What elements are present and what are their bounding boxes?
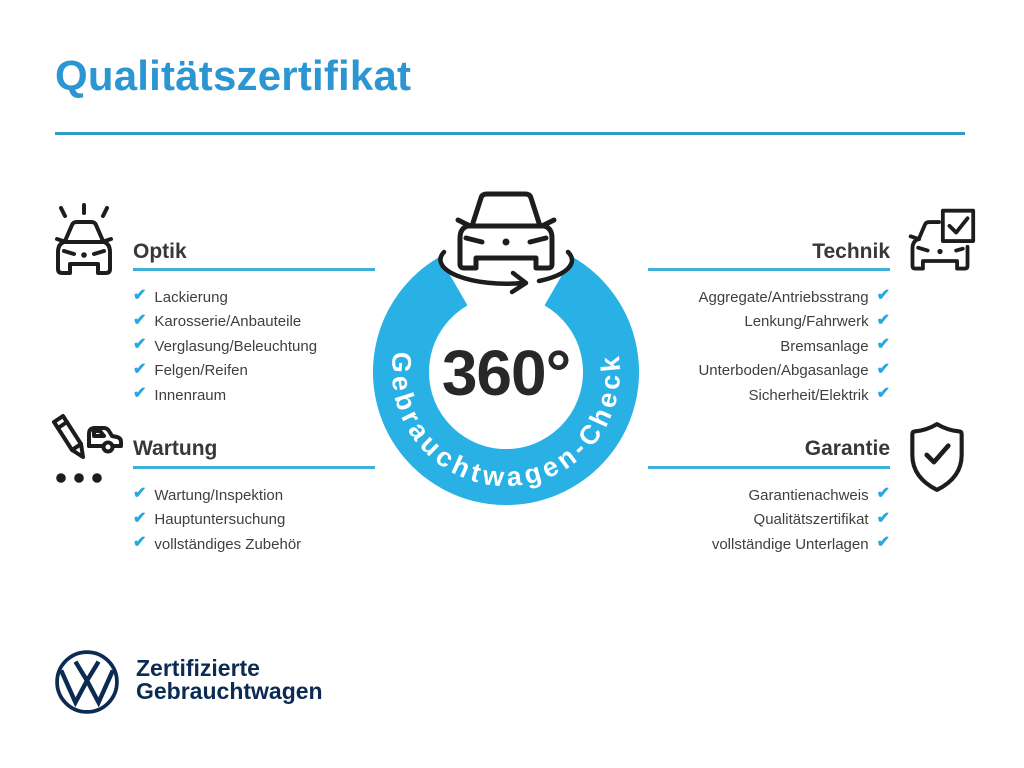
checklist-label: Qualitätszertifikat: [753, 511, 869, 529]
section-heading-garantie: Garantie: [804, 437, 890, 460]
dot: [56, 473, 66, 483]
checklist-label: Garantienachweis: [748, 486, 869, 504]
checklist-label: Bremsanlage: [780, 337, 869, 355]
dot: [74, 473, 84, 483]
checklist-item: [133, 285, 317, 310]
degree-label: 360°: [441, 337, 571, 409]
car-360-icon: [458, 194, 554, 268]
pencil-tip: [72, 444, 83, 457]
check-icon: ✔: [876, 385, 890, 403]
checklist-label: Aggregate/Antriebsstrang: [698, 288, 869, 306]
checklist-item: [133, 508, 301, 533]
checklist-label: Lenkung/Fahrwerk: [744, 313, 869, 331]
brand-claim-line2: Gebrauchtwagen: [136, 678, 323, 704]
checklist-label: Lackierung: [154, 288, 228, 306]
check-icon: ✔: [133, 485, 147, 503]
brand-claim: [136, 657, 323, 703]
check-icon: ✔: [876, 336, 890, 354]
checklist-label: Unterboden/Abgasanlage: [698, 362, 869, 380]
checklist-optik: [133, 285, 317, 408]
check-icon: ✔: [876, 287, 890, 305]
checklist-item: [133, 310, 317, 335]
vw-logo: [53, 648, 121, 716]
service-pencil-car-icon: [45, 412, 123, 490]
check-icon: ✔: [876, 311, 890, 329]
section-heading-wartung: Wartung: [133, 437, 218, 460]
checklist-label: vollständiges Zubehör: [154, 535, 302, 553]
check-icon: ✔: [133, 385, 147, 403]
checklist-item: [133, 532, 301, 557]
car-front-shine-icon: [45, 203, 123, 281]
checkbox: [943, 211, 973, 241]
check-icon: ✔: [876, 485, 890, 503]
brand-claim-line1: Zertifizierte: [136, 655, 260, 681]
check-icon: ✔: [876, 360, 890, 378]
check-icon: ✔: [133, 534, 147, 552]
dot: [92, 473, 102, 483]
checklist-label: Innenraum: [154, 386, 227, 404]
check-icon: ✔: [133, 509, 147, 527]
check-mark: [927, 446, 949, 462]
checklist-item: [133, 483, 301, 508]
checklist-label: Verglasung/Beleuchtung: [154, 337, 318, 355]
car-checkbox-icon: [903, 205, 977, 279]
360-check-badge: [326, 178, 686, 578]
checklist-label: Sicherheit/Elektrik: [748, 386, 869, 404]
badge-ring-label: Gebrauchtwagen-Check: [385, 350, 627, 493]
checklist-item: [133, 334, 317, 359]
section-heading-technik: Technik: [812, 240, 890, 263]
shine-ray: [61, 208, 65, 216]
checklist-label: Karosserie/Anbauteile: [154, 313, 302, 331]
shield-check-icon: [906, 420, 968, 494]
checklist-label: Hauptuntersuchung: [154, 511, 286, 529]
section-heading-optik: Optik: [133, 240, 187, 263]
checklist-wartung: [133, 483, 301, 557]
page-title: Qualitätszertifikat: [55, 52, 412, 99]
checklist-item: [133, 359, 317, 384]
check-icon: ✔: [133, 336, 147, 354]
checklist-label: Felgen/Reifen: [154, 362, 248, 380]
check-icon: ✔: [876, 534, 890, 552]
check-mark: [949, 218, 967, 232]
checklist-label: vollständige Unterlagen: [711, 535, 869, 553]
checklist-item: [133, 383, 317, 408]
title-divider: [55, 132, 965, 135]
checklist-label: Wartung/Inspektion: [154, 486, 284, 504]
shine-ray: [103, 208, 107, 216]
check-icon: ✔: [133, 287, 147, 305]
check-icon: ✔: [133, 360, 147, 378]
check-icon: ✔: [133, 311, 147, 329]
check-icon: ✔: [876, 509, 890, 527]
